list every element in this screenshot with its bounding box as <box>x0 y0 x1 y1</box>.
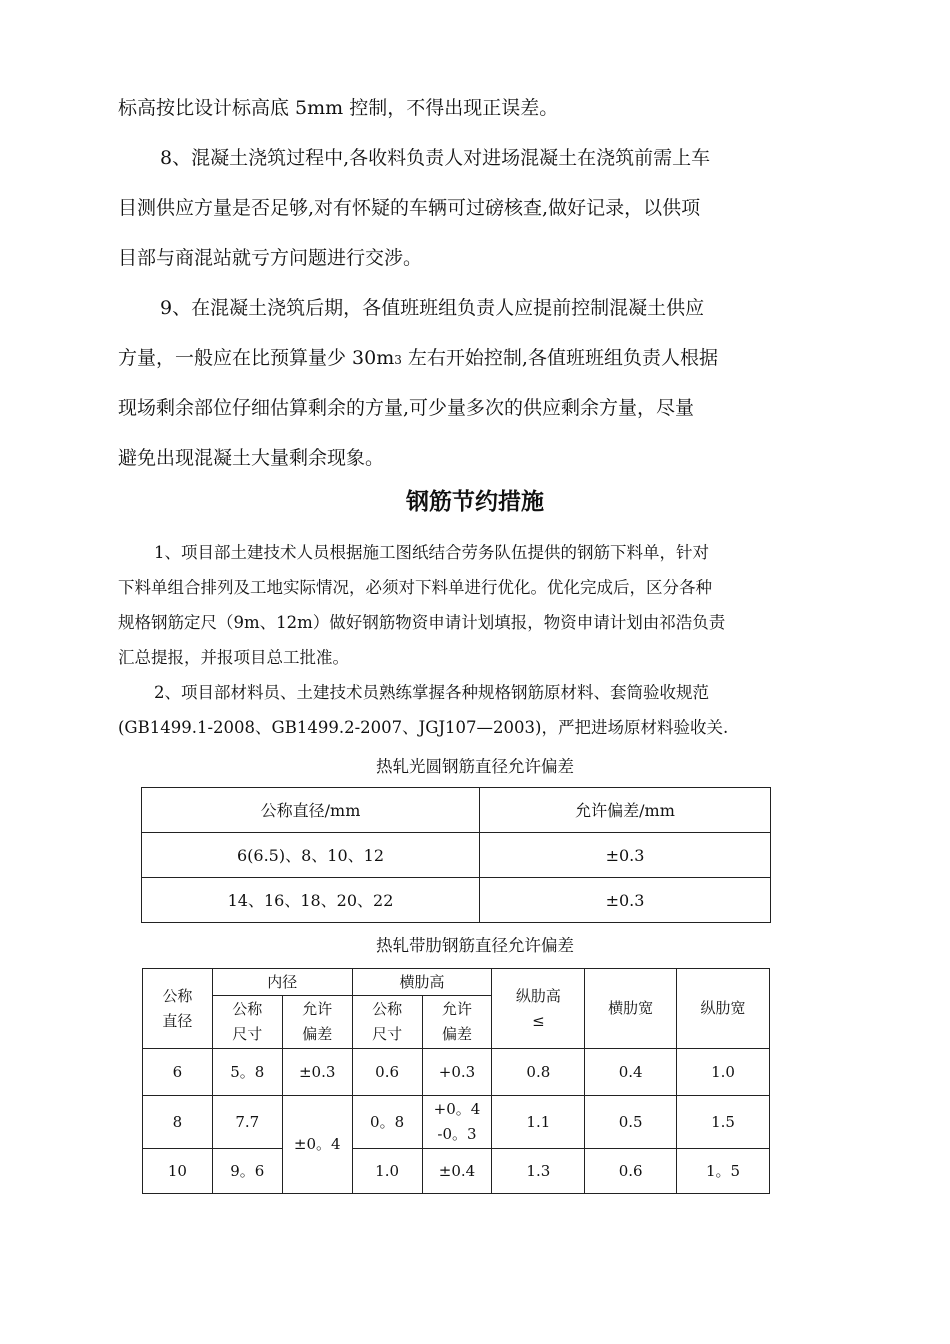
table1 <box>141 787 771 923</box>
table-cell: 6 <box>143 1049 213 1096</box>
table-cell: 8 <box>143 1096 213 1149</box>
table-cell: 6(6.5)、8、10、12 <box>142 833 480 878</box>
text-line: 8、混凝土浇筑过程中,各收料负责人对进场混凝土在浇筑前需上车 <box>160 147 711 169</box>
table-cell: ±0.3 <box>282 1049 352 1096</box>
table-header-cell: 允许 偏差 <box>422 996 492 1049</box>
table-header-cell: 公称 尺寸 <box>212 996 282 1049</box>
text-line: (GB1499.1-2008、GB1499.2-2007、JGJ107—2003)，严把进场原材料验收关. <box>118 718 729 737</box>
table-cell: 0.5 <box>585 1096 677 1149</box>
table-row <box>143 1096 770 1149</box>
superscript: 3 <box>394 353 402 367</box>
table-header-cell: 纵肋高 ≤ <box>492 969 585 1049</box>
table-header-cell: 公称直径/mm <box>142 788 480 833</box>
table-cell: 0.4 <box>585 1049 677 1096</box>
table-cell: 0。8 <box>352 1096 422 1149</box>
table-row <box>143 1149 770 1194</box>
table-cell: 1。5 <box>677 1149 770 1194</box>
text-line: 2、项目部材料员、土建技术员熟练掌握各种规格钢筋原材料、套筒验收规范 <box>154 683 709 702</box>
table-row <box>142 833 771 878</box>
table1-caption: 热轧光圆钢筋直径允许偏差 <box>376 757 574 776</box>
table-cell: 1.0 <box>352 1149 422 1194</box>
table-header-cell: 公称 直径 <box>143 969 213 1049</box>
table-cell: 1.0 <box>677 1049 770 1096</box>
table-header-row <box>142 788 771 833</box>
text-line: 目测供应方量是否足够,对有怀疑的车辆可过磅核查,做好记录，以供项 <box>118 197 701 219</box>
table2 <box>142 968 770 1194</box>
table-header-cell: 允许 偏差 <box>282 996 352 1049</box>
table-header-cell: 纵肋宽 <box>677 969 770 1049</box>
text-line: 目部与商混站就亏方问题进行交涉。 <box>118 247 423 269</box>
text-line: 下料单组合排列及工地实际情况，必须对下料单进行优化。优化完成后，区分各种 <box>118 578 712 597</box>
table-cell: +0。4 -0。3 <box>422 1096 492 1149</box>
table-cell: 0.6 <box>352 1049 422 1096</box>
table-cell: ±0.3 <box>480 878 771 923</box>
table-header-row <box>143 969 770 996</box>
text-line: 现场剩余部位仔细估算剩余的方量,可少量多次的供应剩余方量，尽量 <box>118 397 695 419</box>
table-cell: +0.3 <box>422 1049 492 1096</box>
text-line: 汇总提报，并报项目总工批准。 <box>118 648 349 667</box>
table-header-cell: 横肋宽 <box>585 969 677 1049</box>
text-line: 规格钢筋定尺（9m、12m）做好钢筋物资申请计划填报，物资申请计划由祁浩负责 <box>118 613 726 632</box>
concrete-paragraphs <box>118 83 808 483</box>
table-cell: ±0.4 <box>422 1149 492 1194</box>
text-segment: 左右开始控制,各值班班组负责人根据 <box>401 347 718 369</box>
table-cell: 1.3 <box>492 1149 585 1194</box>
table-cell: 9。6 <box>212 1149 282 1194</box>
text-segment: 方量，一般应在比预算量少 30m <box>118 347 395 369</box>
table-header-cell: 横肋高 <box>352 969 492 996</box>
text-line: 1、项目部土建技术人员根据施工图纸结合劳务队伍提供的钢筋下料单，针对 <box>154 543 709 562</box>
table-row <box>142 878 771 923</box>
text-line <box>118 333 808 383</box>
section-heading: 钢筋节约措施 <box>406 489 544 515</box>
text-line: 避免出现混凝土大量剩余现象。 <box>118 447 385 469</box>
table-cell: ±0.3 <box>480 833 771 878</box>
table-cell: 10 <box>143 1149 213 1194</box>
table-row <box>143 1049 770 1096</box>
table-cell: 1.1 <box>492 1096 585 1149</box>
table-cell: ±0。4 <box>282 1096 352 1194</box>
table-cell: 1.5 <box>677 1096 770 1149</box>
table-cell: 7.7 <box>212 1096 282 1149</box>
text-line: 9、在混凝土浇筑后期，各值班班组负责人应提前控制混凝土供应 <box>160 297 705 319</box>
table-header-cell: 内径 <box>212 969 352 996</box>
text-line: 标高按比设计标高底 5mm 控制，不得出现正误差。 <box>118 97 559 119</box>
table2-caption: 热轧带肋钢筋直径允许偏差 <box>376 936 574 955</box>
table-header-cell: 公称 尺寸 <box>352 996 422 1049</box>
table-header-cell: 允许偏差/mm <box>480 788 771 833</box>
table-cell: 5。8 <box>212 1049 282 1096</box>
rebar-paragraphs <box>118 535 808 745</box>
table-cell: 14、16、18、20、22 <box>142 878 480 923</box>
table-cell: 0.6 <box>585 1149 677 1194</box>
table-cell: 0.8 <box>492 1049 585 1096</box>
